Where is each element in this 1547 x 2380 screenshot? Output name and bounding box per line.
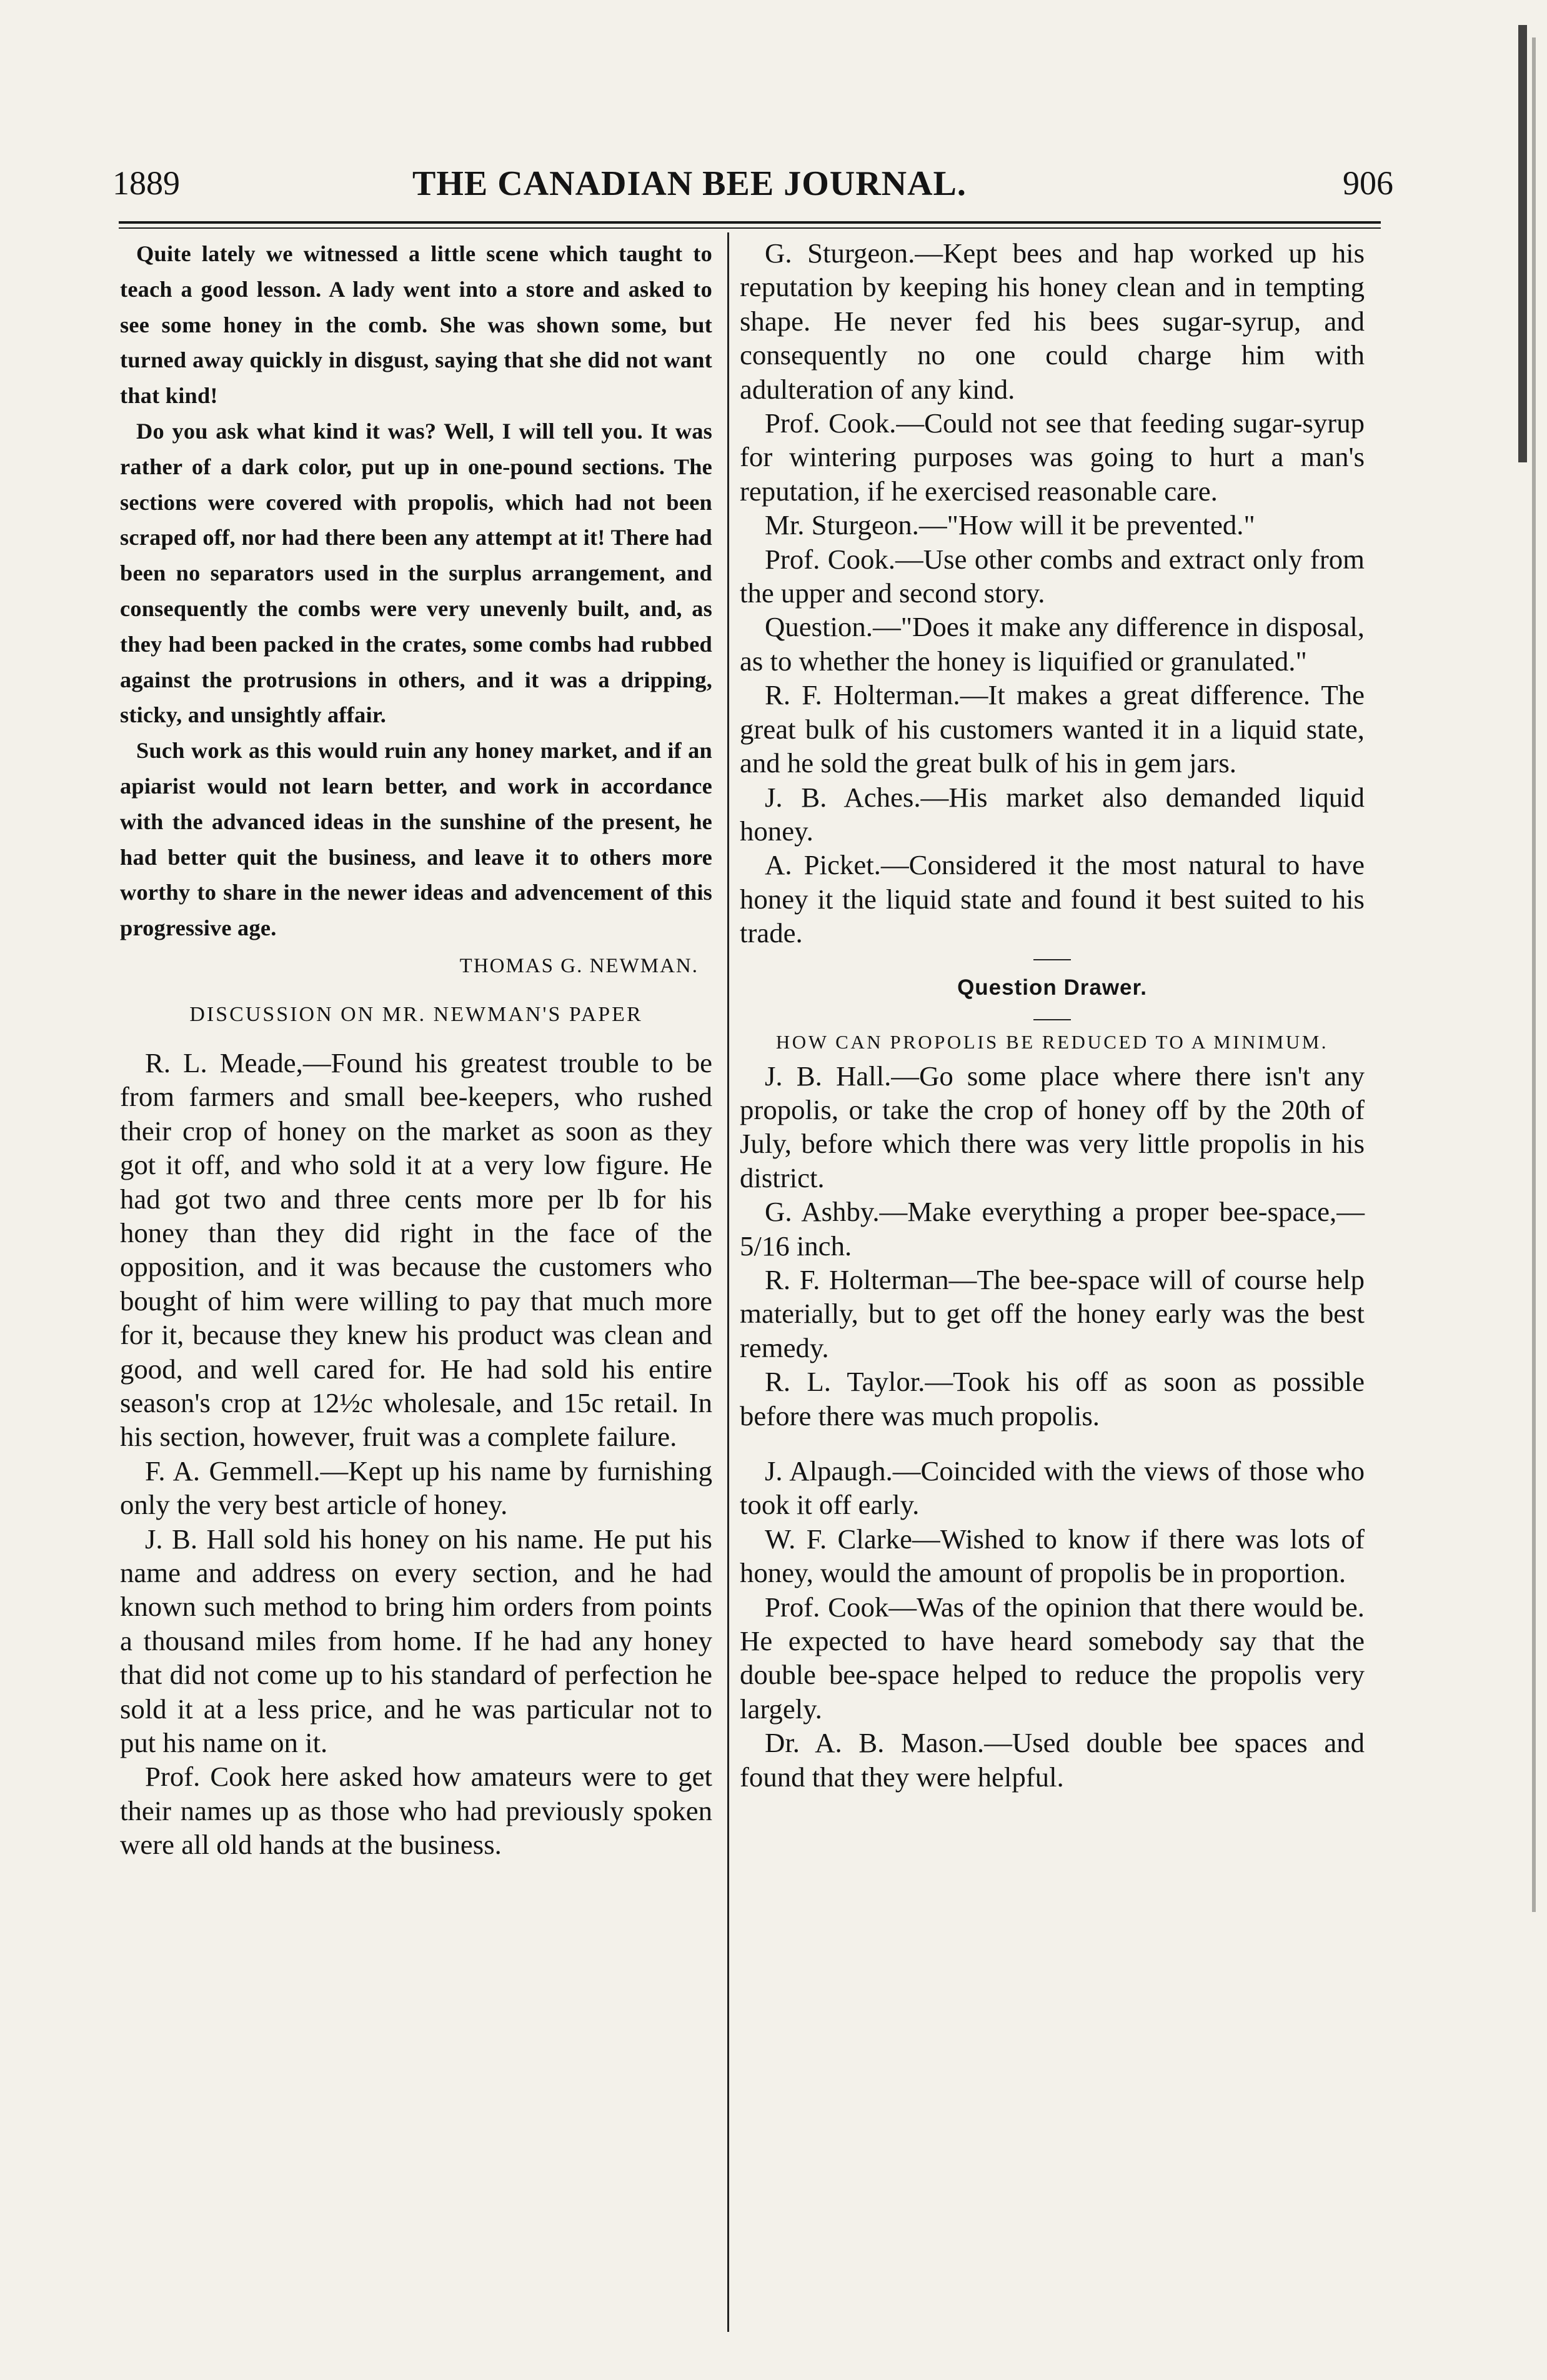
answer-paragraph: J. B. Hall.—Go some place where there isn't any propolis, or take the crop of honey off by the 20th of July, before which there was very little propolis in his district. (740, 1060, 1365, 1193)
header-title: THE CANADIAN BEE JOURNAL. (412, 164, 967, 203)
left-column (120, 236, 712, 1862)
article-paragraph: Quite lately we witnessed a little scene which taught to teach a good lesson. A lady went into a store and asked to see some honey in the comb. She was shown some, but turned away quickly in disgust, saying that she did not want that kind! (120, 241, 712, 409)
discussion-paragraph: G. Sturgeon.—Kept bees and hap worked up his reputation by keeping his honey clean and in tempting shape. He never fed his bees sugar-syrup, and consequently no one could charge him with adulteration of any kind. (740, 237, 1365, 405)
answer-paragraph: Prof. Cook—Was of the opinion that there would be. He expected to have heard somebody say that the double bee-space helped to reduce the propolis very largely. (740, 1591, 1365, 1725)
discussion-paragraph: R. F. Holterman.—It makes a great difference. The great bulk of his customers wanted it in a liquid state, and he sold the great bulk of his in gem jars. (740, 679, 1365, 779)
discussion-paragraph: Prof. Cook here asked how amateurs were to get their names up as those who had previously spoken were all old hands at the business. (120, 1761, 712, 1861)
discussion-body (120, 1046, 712, 1862)
discussion-paragraph: F. A. Gemmell.—Kept up his name by furnishing only the very best article of honey. (120, 1455, 712, 1521)
discussion-paragraph: A. Picket.—Considered it the most natural to have honey it the liquid state and found it best suited to his trade. (740, 849, 1365, 949)
question-answers (740, 1059, 1365, 1795)
question-drawer-title: Question Drawer. (957, 975, 1147, 1000)
article-signature: THOMAS G. NEWMAN. (459, 954, 699, 977)
question-heading: HOW CAN PROPOLIS BE REDUCED TO A MINIMUM. (775, 1030, 1329, 1053)
header-rule-thin (119, 227, 1381, 229)
discussion-paragraph: Prof. Cook.—Use other combs and extract only from the upper and second story. (740, 543, 1365, 609)
discussion-paragraph: Question.—"Does it make any difference in disposal, as to whether the honey is liquified or granulated." (740, 611, 1365, 677)
answer-paragraph: G. Ashby.—Make everything a proper bee-space,—5/16 inch. (740, 1196, 1365, 1262)
header-rule (119, 221, 1381, 224)
scan-edge-mark (1518, 25, 1527, 462)
article-paragraph: Do you ask what kind it was? Well, I will tell you. It was rather of a dark color, put up in one-pound sections. The sections were covered with propolis, which had not been scraped off, nor had there been any attempt at it! There had been no separators used in the surplus arrangement, and consequently the combs were very unevenly built, and, as they had been packed in the crates, some combs had rubbed against the protrusions in others, and it was a dripping, sticky, and unsightly affair. (120, 418, 712, 728)
discussion-continued (740, 236, 1365, 950)
answer-paragraph: R. L. Taylor.—Took his off as soon as possible before there was much propolis. (740, 1366, 1365, 1431)
answer-paragraph: Dr. A. B. Mason.—Used double bee spaces and found that they were helpful. (740, 1727, 1365, 1793)
discussion-heading: DISCUSSION ON MR. NEWMAN'S PAPER (189, 1002, 643, 1026)
article-body (120, 236, 712, 983)
answer-paragraph: W. F. Clarke—Wished to know if there was lots of honey, would the amount of propolis be in proportion. (740, 1523, 1365, 1589)
scan-edge-mark (1532, 37, 1536, 1912)
answer-paragraph: J. Alpaugh.—Coincided with the views of those who took it off early. (740, 1455, 1365, 1521)
header-year: 1889 (112, 164, 180, 202)
answer-paragraph: R. F. Holterman—The bee-space will of course help materially, but to get off the honey early was the best remedy. (740, 1263, 1365, 1363)
column-divider (727, 232, 729, 2332)
discussion-paragraph: R. L. Meade,—Found his greatest trouble to be from farmers and small bee-keepers, who rushed their crop of honey on the market as soon as they got it off, and who sold it at a very low figure. He had got two and three cents more per lb for his honey than they did right in the face of the opposition, and it was because the customers who bought of him were willing to pay that much more for it, because they knew his product was clean and good, and well cared for. He had sold his entire season's crop at 12½c wholesale, and 15c retail. In his section, however, fruit was a complete failure. (120, 1047, 712, 1453)
right-column (740, 236, 1365, 1794)
article-paragraph: Such work as this would ruin any honey market, and if an apiarist would not learn better, and work in accordance with the advanced ideas in the sunshine of the present, he had better quit the business, and leave it to others more worthy to share in the newer ideas and advencement of this progressive age. (120, 738, 712, 941)
discussion-paragraph: Prof. Cook.—Could not see that feeding sugar-syrup for wintering purposes was going to hurt a man's reputation, if he exercised reasonable care. (740, 407, 1365, 507)
page-header (112, 164, 1393, 214)
discussion-paragraph: Mr. Sturgeon.—"How will it be prevented." (765, 509, 1255, 541)
discussion-paragraph: J. B. Hall sold his honey on his name. He put his name and address on every section, and he had known such method to bring him orders from points a thousand miles from home. If he had any honey that did not come up to his standard of perfection he sold it at a less price, and he was particular not to put his name on it. (120, 1523, 712, 1759)
discussion-paragraph: J. B. Aches.—His market also demanded liquid honey. (740, 781, 1365, 847)
section-rule (1033, 959, 1071, 960)
header-page-number: 906 (1343, 164, 1393, 202)
section-rule (1033, 1019, 1071, 1020)
